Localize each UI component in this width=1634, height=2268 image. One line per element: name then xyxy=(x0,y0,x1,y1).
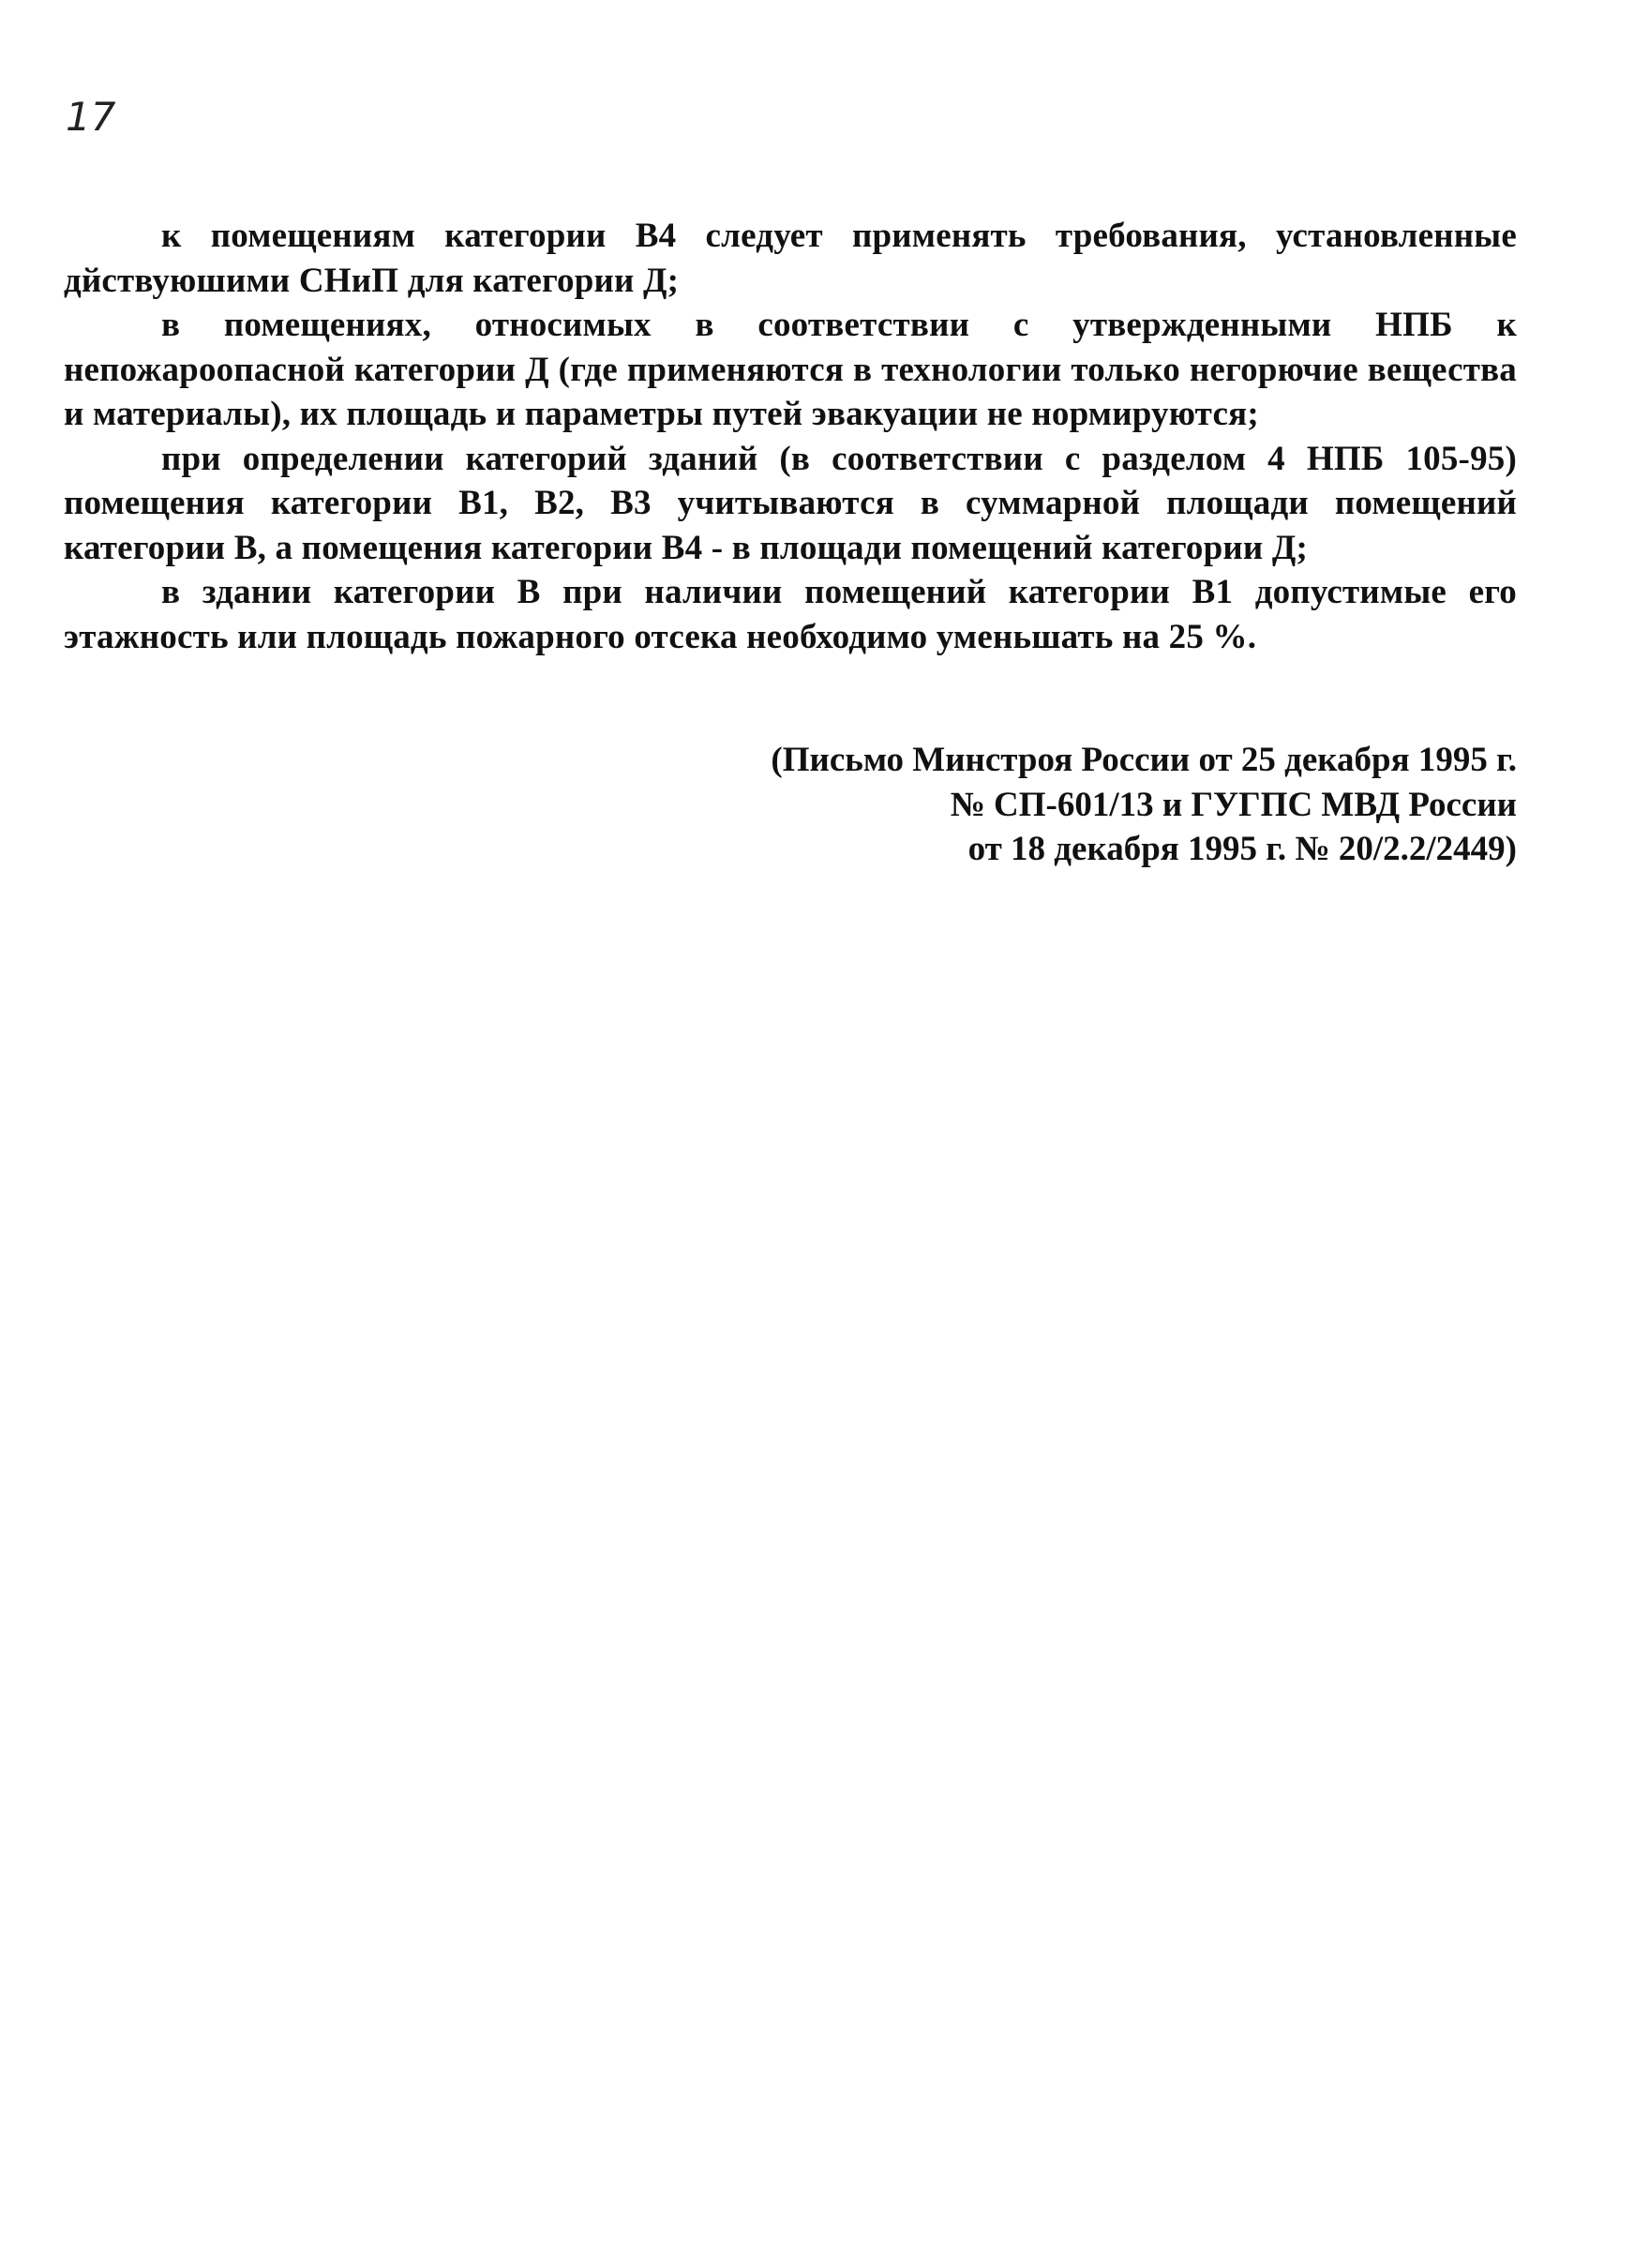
citation-line-2: № СП-601/13 и ГУГПС МВД России xyxy=(950,785,1517,824)
citation-line-1: (Письмо Минстроя России от 25 декабря 1995 г. xyxy=(771,741,1517,779)
citation-line-3: от 18 декабря 1995 г. № 20/2.2/2449) xyxy=(967,830,1517,868)
paragraph-1: к помещениям категории В4 следует применять требования, установленные дйствуюшими СНиП для категории Д; xyxy=(64,217,1517,300)
document-body xyxy=(64,214,1517,659)
paragraph-4: в здании категории В при наличии помещений категории В1 допустимые его этажность или площадь пожарного отсека необходимо уменьшать на 25 %. xyxy=(64,573,1517,656)
citation-block xyxy=(771,738,1517,872)
paragraph-3: при определении категорий зданий (в соответствии с разделом 4 НПБ 105-95) помещения категории В1, В2, В3 учитываются в суммарной площади помещений категории В, а помещения категории В4 - в площади помещений категории Д; xyxy=(64,439,1517,567)
page-number: 17 xyxy=(66,94,116,140)
paragraph-2: в помещениях, относимых в соответствии с утвержденными НПБ к непожароопасной категории Д (где применяются в технологии только негорючие вещества и материалы), их площадь и параметры путей эвакуации не нормируются; xyxy=(64,306,1517,433)
